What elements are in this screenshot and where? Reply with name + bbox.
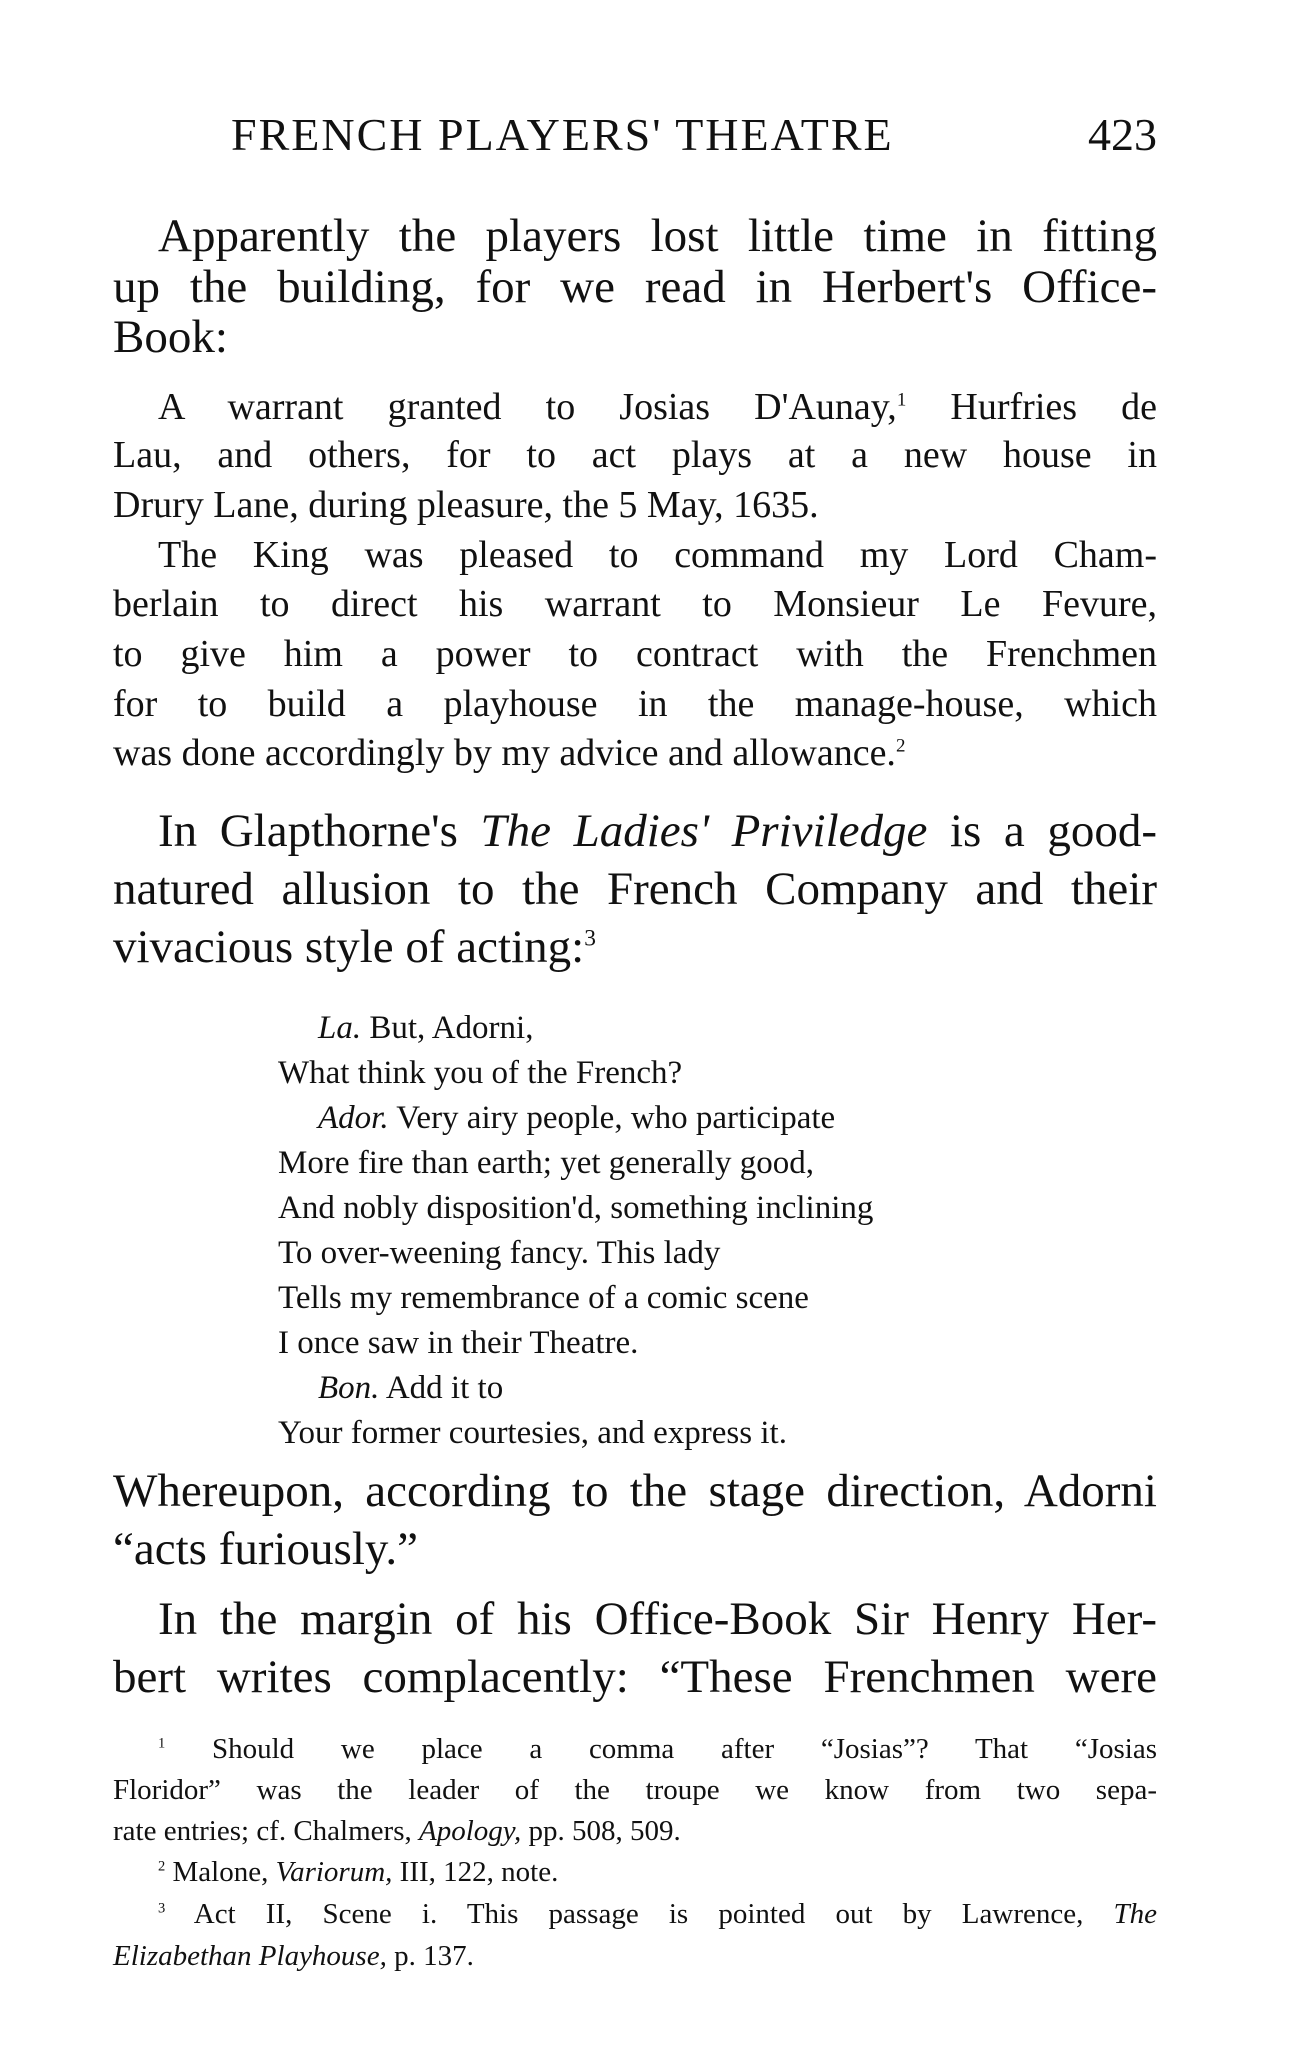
work-title: Variorum, [275,1856,393,1888]
paragraph-3-line-1: Whereupon, according to the stage direction, Adorni [113,1465,1157,1517]
verse-line-8: I once saw in their Theatre. [278,1325,639,1361]
quote-2-line-2: berlain to direct his warrant to Monsieur Le Fevure, [113,583,1157,625]
play-title: The Ladies' Priviledge [480,805,928,857]
footnote-mark-2: 2 [158,1858,166,1875]
speaker-name: La. [318,1010,362,1046]
running-head [113,108,1157,168]
footnote-3-line-1: $^3$ Act II, Scene i. This passage is pointed out by Lawrence, The [158,1898,1157,1930]
footnote-ref-3: 3 [584,925,596,952]
paragraph-2-line-1: In Glapthorne's The Ladies' Priviledge is a good- [158,805,1157,857]
work-title: Apology, [419,1815,522,1847]
running-title: FRENCH PLAYERS' THEATRE [231,109,894,160]
quote-2-line-3: to give him a power to contract with the Frenchmen [113,633,1157,675]
verse-line-10: Your former courtesies, and express it. [278,1415,787,1451]
footnote-ref-1: 1 [896,389,907,411]
footnote-2: $^2$ Malone, Variorum, III, 122, note. [158,1856,559,1888]
verse-line-9: Bon. Add it to [318,1370,504,1406]
footnote-1-line-2: Floridor” was the leader of the troupe we know from two sepa- [113,1774,1157,1806]
work-title: Elizabethan Playhouse, [113,1940,387,1972]
quote-2-line-5: was done accordingly by my advice and allowance.$^2$ [113,732,906,774]
footnote-1-line-1: $^1$ Should we place a comma after “Josias”? That “Josias [158,1733,1157,1765]
verse-line-4: More fire than earth; yet generally good, [278,1145,815,1181]
paragraph-2-line-2: natured allusion to the French Company and their [113,863,1157,915]
verse-line-6: To over-weening fancy. This lady [278,1235,721,1271]
paragraph-2-line-3: vivacious style of acting:$^3$ [113,921,596,973]
work-title: The [1113,1898,1157,1930]
verse-line-1: La. But, Adorni, [318,1010,534,1046]
verse-line-3: Ador. Very airy people, who participate [318,1100,836,1136]
paragraph-1-line-1: Apparently the players lost little time in fitting [158,210,1157,262]
quote-2-line-1: The King was pleased to command my Lord Cham- [158,534,1157,576]
verse-line-2: What think you of the French? [278,1055,683,1091]
speaker-name: Ador. [318,1100,389,1136]
paragraph-3-line-2: “acts furiously.” [113,1523,418,1575]
verse-line-5: And nobly disposition'd, something inclining [278,1190,874,1226]
footnote-3-line-2: Elizabethan Playhouse, p. 137. [113,1940,474,1972]
footnote-ref-2: 2 [895,735,906,757]
footnote-1-line-3: rate entries; cf. Chalmers, Apology, pp. 508, 509. [113,1815,681,1847]
quote-1-line-1: A warrant granted to Josias D'Aunay,$^1$ Hurfries de [158,386,1157,428]
paragraph-1-line-3: Book: [113,311,228,363]
paragraph-4-line-1: In the margin of his Office-Book Sir Henry Her- [158,1593,1157,1645]
quote-1-line-3: Drury Lane, during pleasure, the 5 May, 1635. [113,484,819,526]
paragraph-4-line-2: bert writes complacently: “These Frenchmen were [113,1651,1157,1703]
verse-line-7: Tells my remembrance of a comic scene [278,1280,809,1316]
quote-1-line-2: Lau, and others, for to act plays at a new house in [113,434,1157,476]
footnote-mark-3: 3 [158,1900,166,1917]
speaker-name: Bon. [318,1370,380,1406]
paragraph-1-line-2: up the building, for we read in Herbert's Office- [113,261,1157,313]
footnote-mark-1: 1 [158,1735,166,1752]
page-number: 423 [1088,109,1157,160]
quote-2-line-4: for to build a playhouse in the manage-house, which [113,683,1157,725]
